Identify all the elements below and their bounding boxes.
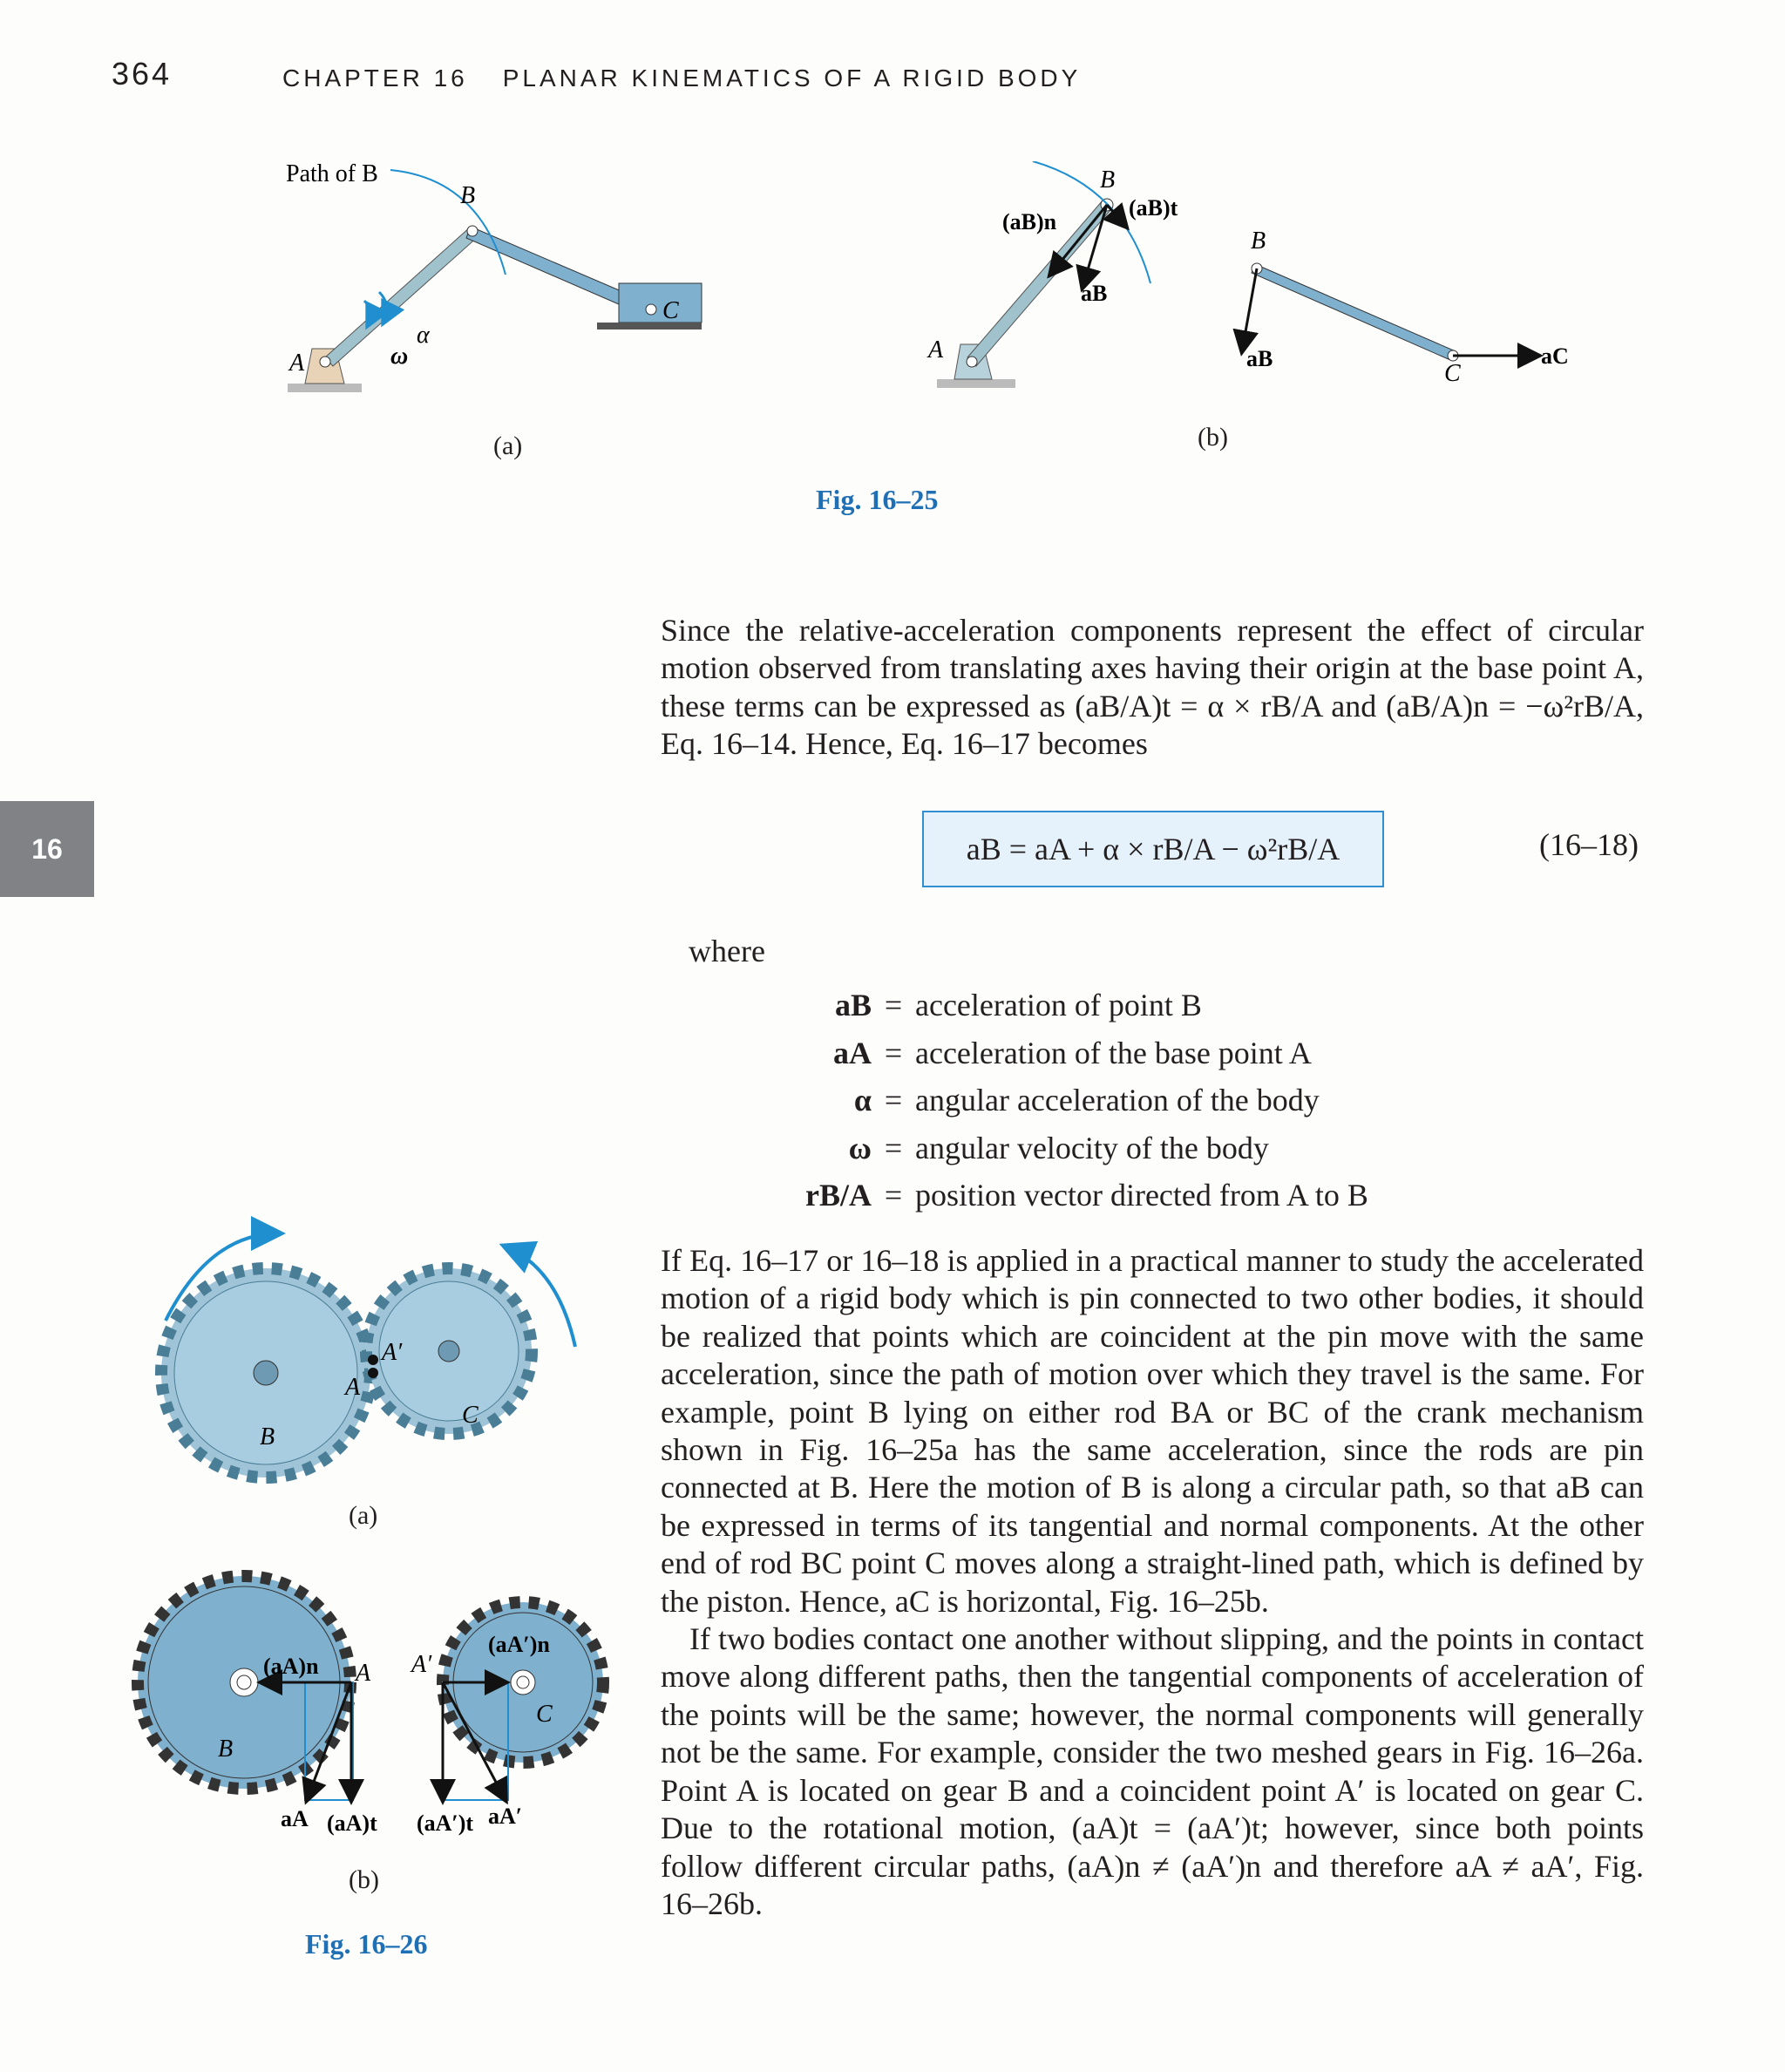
fig-16-25b-label: (b): [1198, 423, 1228, 452]
aBt-label: (aB)t: [1129, 195, 1178, 221]
aBn-label: (aB)n: [1002, 209, 1057, 234]
fig-16-25b: [906, 161, 1586, 405]
paragraph-2-text: If Eq. 16–17 or 16–18 is applied in a practical manner to study the accelerated motion of a rigid body which is pin connected to two other bodies, it should be realized that points which are coincident at the pin move with the same acceleration, since the path of motion over which they travel is the same. For example, point B lying on either rod BA or BC of the crank mechanism shown in Fig. 16–25a has the same acceleration, since the rods are pin connected at B. Here the motion of B is along a circular path, so that aB can be expressed in terms of its tangential and normal components. At the other end of rod BC point C moves along a straight-lined path, which is defined by the piston. Hence, aC is horizontal, Fig. 16–25b.: [661, 1243, 1644, 1619]
def-text: acceleration of the base point A: [915, 1035, 1312, 1070]
equation-number: (16–18): [1539, 827, 1639, 862]
path-of-b-label: Path of B: [286, 160, 378, 187]
definition-row: rB/A = position vector directed from A to B: [758, 1177, 1368, 1225]
aB-label: aB: [1081, 281, 1108, 306]
def-symbol: ω: [848, 1130, 872, 1165]
aApn-label: (aA′)n: [488, 1632, 550, 1657]
definition-row: aB = acceleration of point B: [758, 987, 1368, 1035]
point-a-label: A: [289, 350, 305, 377]
paragraph-2-3: [661, 1242, 1644, 1923]
b-gear-c-label: C: [536, 1701, 553, 1728]
b-aprime-label: A′: [411, 1651, 432, 1678]
gear-b-label: B: [260, 1423, 275, 1450]
where-label: where: [689, 934, 765, 968]
gear-a-label: A: [345, 1374, 361, 1401]
alpha-label: α: [417, 322, 430, 349]
fig-16-26b: [122, 1560, 619, 1848]
aB-label-2: aB: [1246, 346, 1273, 371]
paragraph-1-text: Since the relative-acceleration components represent the effect of circular motion observed from translating axes having their origin at the base point A, these terms can be expressed as (aB/A)t = α × rB/A and (aB/A)n = −ω²rB/A, Eq. 16–14. Hence, Eq. 16–17 becomes: [661, 613, 1644, 762]
page-number: 364: [112, 56, 173, 92]
aC-label: aC: [1541, 343, 1569, 369]
def-text: angular velocity of the body: [915, 1130, 1269, 1165]
point-c-label: C: [662, 297, 679, 324]
fig-16-25-caption: Fig. 16–25: [816, 484, 939, 515]
chapter-title: PLANAR KINEMATICS OF A RIGID BODY: [502, 65, 1082, 92]
b-a-label: A: [356, 1660, 371, 1687]
def-symbol: rB/A: [805, 1178, 872, 1213]
aAn-label: (aA)n: [263, 1654, 319, 1679]
chapter-label: CHAPTER 16: [282, 65, 468, 92]
def-text: acceleration of point B: [915, 988, 1202, 1022]
definition-list: [758, 987, 1368, 1225]
fig-16-26a-label: (a): [349, 1501, 378, 1530]
b-point-label: B: [1100, 166, 1116, 194]
fig-16-26b-label: (b): [349, 1865, 379, 1894]
aAp-label: aA′: [488, 1804, 523, 1829]
definition-row: aA = acceleration of the base point A: [758, 1035, 1368, 1083]
gear-c-label: C: [462, 1402, 478, 1429]
fig-16-26-caption: Fig. 16–26: [305, 1928, 428, 1960]
point-b-label: B: [460, 182, 476, 209]
boxed-equation: aB = aA + α × rB/A − ω²rB/A: [922, 811, 1384, 887]
omega-label: ω: [390, 343, 409, 370]
definition-row: ω = angular velocity of the body: [758, 1130, 1368, 1178]
aAt-label: (aA)t: [327, 1810, 377, 1836]
aApt-label: (aA′)t: [417, 1810, 474, 1836]
fig-16-25a-label: (a): [493, 431, 523, 460]
b-point-label-2: B: [1251, 228, 1266, 255]
c-point-label: C: [1444, 360, 1461, 387]
aA-label: aA: [281, 1806, 309, 1831]
def-text: position vector directed from A to B: [915, 1178, 1368, 1213]
fig-16-25a: [270, 153, 723, 431]
def-text: angular acceleration of the body: [915, 1083, 1320, 1118]
definition-row: α = angular acceleration of the body: [758, 1082, 1368, 1130]
running-head: [282, 65, 1116, 92]
b-gear-b-label: B: [218, 1736, 234, 1763]
def-symbol: aB: [834, 988, 872, 1022]
def-symbol: aA: [833, 1035, 872, 1070]
a-point-label: A: [928, 336, 944, 363]
paragraph-3-text: If two bodies contact one another without slipping, and the points in contact move along different paths, then the tangential components of acceleration of the points will be the same; however, the normal components will generally not be the same. For example, consider the two meshed gears in Fig. 16–26a. Point A is located on gear B and a coincident point A′ is located on gear C. Due to the rotational motion, (aA)t = (aA′)t; however, since both points follow different circular paths, (aA)n ≠ (aA′)n and therefore aA ≠ aA′, Fig. 16–26b.: [661, 1621, 1644, 1921]
fig-16-26a: [148, 1216, 584, 1504]
paragraph-1: [661, 612, 1644, 764]
def-symbol: α: [853, 1083, 872, 1118]
gear-aprime-label: A′: [382, 1339, 403, 1366]
chapter-side-tab: 16: [0, 801, 94, 897]
